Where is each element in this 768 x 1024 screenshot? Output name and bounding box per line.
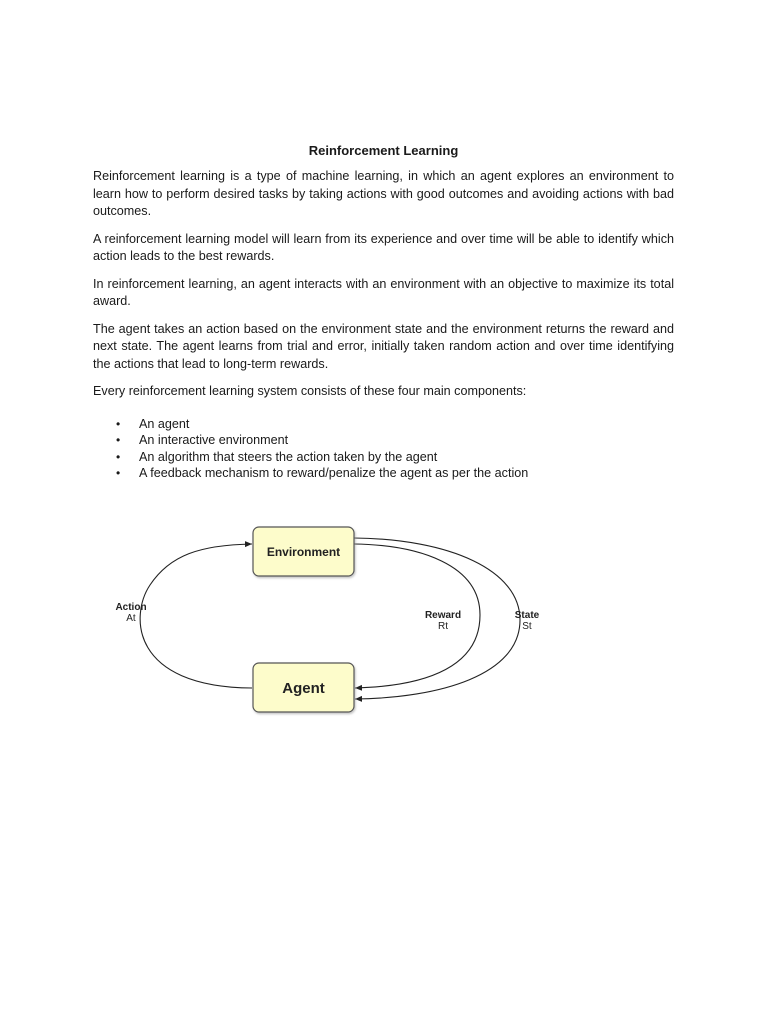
list-item	[93, 465, 674, 482]
list-item-text: A feedback mechanism to reward/penalize the agent as per the action	[139, 466, 529, 480]
list-item	[93, 432, 674, 449]
list-item-text: An algorithm that steers the action taken by the agent	[139, 449, 438, 464]
list-item	[93, 416, 674, 433]
paragraph-process: The agent takes an action based on the environment state and the environment returns the reward and next state. The agent learns from trial and error, initially taken random action and over time identifying the actions that lead to long-term rewards.	[93, 321, 674, 371]
rl-cycle-diagram	[100, 515, 560, 725]
document-title: Reinforcement Learning	[308, 143, 459, 158]
bullet-icon: •	[116, 433, 121, 447]
agent-label: Agent	[282, 680, 325, 697]
bullet-icon: •	[116, 466, 121, 480]
paragraph-components-intro: Every reinforcement learning system consists of these four main components:	[93, 384, 527, 398]
environment-node	[253, 527, 354, 576]
reward-label: Reward	[424, 610, 462, 621]
components-list	[93, 416, 674, 482]
document-page	[93, 142, 674, 482]
reward-arrow	[354, 544, 480, 688]
paragraph-definition: Reinforcement learning is a type of machine learning, in which an agent explores an environment to learn how to perform desired tasks by taking actions with good outcomes and avoiding actions with bad outcomes.	[93, 169, 674, 218]
list-item	[93, 449, 674, 466]
list-item-text: An interactive environment	[139, 433, 289, 447]
state-sub-label: St	[522, 621, 532, 632]
list-item-text: An agent	[139, 416, 190, 431]
bullet-icon: •	[116, 449, 121, 464]
paragraph-learning: A reinforcement learning model will learn from its experience and over time will be able to identify which action leads to the best rewards.	[93, 231, 674, 263]
state-label: State	[514, 610, 540, 621]
reward-sub-label: Rt	[438, 621, 448, 632]
bullet-icon: •	[116, 416, 121, 431]
agent-node	[253, 663, 354, 712]
action-sub-label: At	[126, 613, 136, 624]
action-label: Action	[115, 602, 147, 613]
environment-label: Environment	[266, 545, 341, 559]
paragraph-objective: In reinforcement learning, an agent interacts with an environment with an objective to maximize its total award.	[93, 276, 674, 308]
action-arrow	[140, 544, 252, 688]
